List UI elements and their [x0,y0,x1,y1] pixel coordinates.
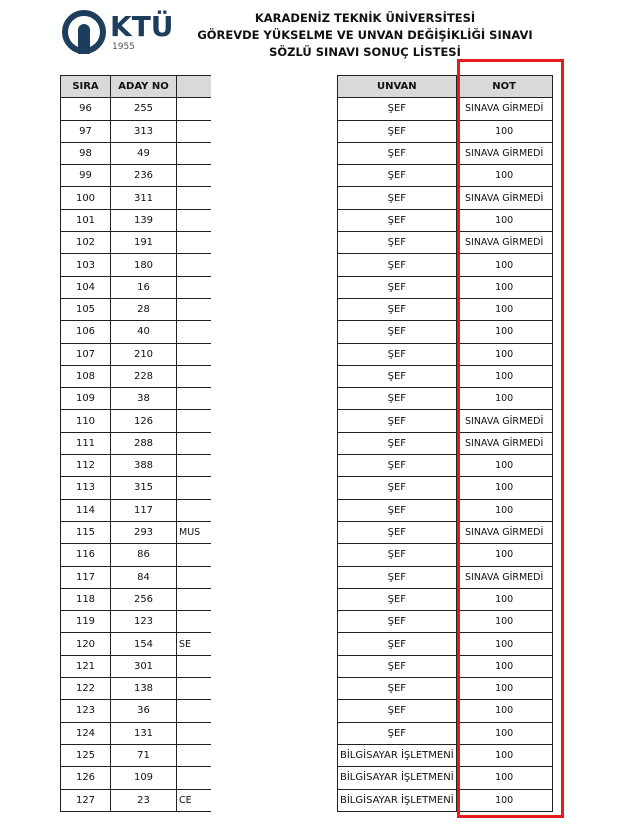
cell-cropped-name [177,232,211,254]
cell-not: 100 [456,388,552,410]
cell-sira: 104 [61,276,111,298]
cell-aday-no: 191 [111,232,177,254]
cell-not: SINAVA GİRMEDİ [456,521,552,543]
cell-unvan: ŞEF [338,678,457,700]
cell-not: 100 [456,165,552,187]
cell-unvan: ŞEF [338,477,457,499]
cell-unvan: ŞEF [338,499,457,521]
cell-aday-no: 236 [111,165,177,187]
cell-sira: 108 [61,365,111,387]
cell-not: SINAVA GİRMEDİ [456,142,552,164]
cell-unvan: ŞEF [338,521,457,543]
table-row [61,298,211,320]
candidate-table-left [60,75,211,812]
table-row [61,588,211,610]
cell-aday-no: 28 [111,298,177,320]
cell-aday-no: 210 [111,343,177,365]
table-row [61,767,211,789]
cell-sira: 120 [61,633,111,655]
cell-cropped-name [177,388,211,410]
cell-sira: 121 [61,655,111,677]
title-line-1: KARADENİZ TEKNİK ÜNİVERSİTESİ [254,11,476,25]
logo-emblem-icon [62,10,106,54]
cell-sira: 122 [61,678,111,700]
cell-aday-no: 154 [111,633,177,655]
cell-unvan: ŞEF [338,432,457,454]
cell-not: 100 [456,678,552,700]
cell-not: SINAVA GİRMEDİ [456,98,552,120]
table-row [61,187,211,209]
cell-sira: 106 [61,321,111,343]
cell-aday-no: 180 [111,254,177,276]
cell-sira: 101 [61,209,111,231]
table-row [61,789,211,811]
cell-not: 100 [456,365,552,387]
cell-sira: 110 [61,410,111,432]
cell-cropped-name: MUS [177,521,211,543]
cell-sira: 126 [61,767,111,789]
table-row [61,521,211,543]
cell-unvan: ŞEF [338,588,457,610]
cell-unvan: ŞEF [338,566,457,588]
cell-cropped-name [177,544,211,566]
logo-text: KTÜ [110,10,174,43]
cell-sira: 125 [61,744,111,766]
cell-unvan: ŞEF [338,142,457,164]
table-row [61,678,211,700]
table-row [61,98,211,120]
table-row [61,343,211,365]
cell-aday-no: 126 [111,410,177,432]
cell-aday-no: 311 [111,187,177,209]
cell-sira: 117 [61,566,111,588]
cell-aday-no: 293 [111,521,177,543]
cell-not: 100 [456,120,552,142]
table-row [61,410,211,432]
cell-not: 100 [456,700,552,722]
cell-cropped-name [177,142,211,164]
cell-aday-no: 38 [111,388,177,410]
cell-cropped-name [177,365,211,387]
cell-unvan: ŞEF [338,544,457,566]
cell-sira: 124 [61,722,111,744]
header-sira: SIRA [61,76,111,98]
cell-cropped-name [177,321,211,343]
cell-sira: 127 [61,789,111,811]
cell-aday-no: 388 [111,455,177,477]
cell-unvan: ŞEF [338,365,457,387]
cell-unvan: BİLGİSAYAR İŞLETMENİ [338,789,457,811]
table-row [61,276,211,298]
cell-sira: 119 [61,611,111,633]
cell-sira: 113 [61,477,111,499]
table-row [61,254,211,276]
cell-not: 100 [456,744,552,766]
cell-unvan: ŞEF [338,633,457,655]
cell-not: 100 [456,455,552,477]
table-row [61,455,211,477]
cell-aday-no: 36 [111,700,177,722]
cell-cropped-name [177,254,211,276]
cell-sira: 118 [61,588,111,610]
document-title [190,10,540,61]
cell-unvan: ŞEF [338,722,457,744]
cell-unvan: ŞEF [338,343,457,365]
cell-unvan: BİLGİSAYAR İŞLETMENİ [338,767,457,789]
cell-cropped-name [177,432,211,454]
cell-unvan: ŞEF [338,98,457,120]
cell-sira: 111 [61,432,111,454]
cell-unvan: ŞEF [338,455,457,477]
cell-cropped-name [177,209,211,231]
table-row [61,611,211,633]
cell-unvan: ŞEF [338,209,457,231]
cell-cropped-name [177,767,211,789]
cell-sira: 98 [61,142,111,164]
cell-aday-no: 301 [111,655,177,677]
cell-cropped-name [177,588,211,610]
cell-not: 100 [456,611,552,633]
cell-sira: 114 [61,499,111,521]
cell-not: 100 [456,655,552,677]
cell-aday-no: 256 [111,588,177,610]
cell-sira: 99 [61,165,111,187]
table-row [61,477,211,499]
cell-cropped-name [177,678,211,700]
table-row [61,165,211,187]
cell-cropped-name [177,187,211,209]
cell-cropped-name [177,477,211,499]
table-row [61,142,211,164]
cell-unvan: ŞEF [338,254,457,276]
cell-aday-no: 49 [111,142,177,164]
cell-unvan: ŞEF [338,410,457,432]
cell-sira: 109 [61,388,111,410]
cell-not: 100 [456,321,552,343]
cell-aday-no: 123 [111,611,177,633]
table-header-row [61,76,211,98]
cell-cropped-name [177,455,211,477]
table-row [61,544,211,566]
cell-unvan: ŞEF [338,611,457,633]
cell-cropped-name: SE [177,633,211,655]
table-row [61,700,211,722]
header-cropped [177,76,211,98]
cell-unvan: ŞEF [338,165,457,187]
cell-sira: 102 [61,232,111,254]
table-row [61,120,211,142]
cell-cropped-name [177,744,211,766]
cell-aday-no: 288 [111,432,177,454]
cell-sira: 107 [61,343,111,365]
table-row [61,365,211,387]
cell-not: 100 [456,789,552,811]
cell-aday-no: 109 [111,767,177,789]
cell-not: 100 [456,298,552,320]
cell-cropped-name [177,343,211,365]
cell-unvan: ŞEF [338,388,457,410]
cell-sira: 112 [61,455,111,477]
cell-cropped-name [177,276,211,298]
cell-aday-no: 40 [111,321,177,343]
table-row [61,321,211,343]
cell-not: SINAVA GİRMEDİ [456,566,552,588]
table-row [61,232,211,254]
cell-sira: 100 [61,187,111,209]
table-row [61,432,211,454]
cell-not: SINAVA GİRMEDİ [456,432,552,454]
cell-cropped-name [177,700,211,722]
cell-aday-no: 131 [111,722,177,744]
title-line-2: GÖREVDE YÜKSELME VE UNVAN DEĞİŞİKLİĞİ SINAVI [197,28,533,42]
cell-unvan: ŞEF [338,187,457,209]
cell-aday-no: 86 [111,544,177,566]
cell-cropped-name [177,165,211,187]
header-aday-no: ADAY NO [111,76,177,98]
cell-unvan: ŞEF [338,232,457,254]
cell-not: SINAVA GİRMEDİ [456,187,552,209]
cell-unvan: ŞEF [338,298,457,320]
cell-sira: 96 [61,98,111,120]
cell-cropped-name [177,120,211,142]
cell-not: 100 [456,254,552,276]
cell-sira: 115 [61,521,111,543]
table-row [61,633,211,655]
cell-not: 100 [456,767,552,789]
header-not: NOT [456,76,552,98]
title-line-3: SÖZLÜ SINAVI SONUÇ LİSTESİ [269,45,461,59]
cell-unvan: BİLGİSAYAR İŞLETMENİ [338,744,457,766]
table-row [61,209,211,231]
cell-sira: 116 [61,544,111,566]
cell-aday-no: 117 [111,499,177,521]
cell-aday-no: 255 [111,98,177,120]
cell-cropped-name: CE [177,789,211,811]
cell-unvan: ŞEF [338,321,457,343]
table-row [61,722,211,744]
cell-not: 100 [456,544,552,566]
cell-unvan: ŞEF [338,655,457,677]
cell-aday-no: 16 [111,276,177,298]
cell-cropped-name [177,722,211,744]
cell-cropped-name [177,298,211,320]
ktu-logo [62,10,172,54]
cell-not: 100 [456,588,552,610]
not-column-highlight-box [457,59,564,818]
cell-cropped-name [177,566,211,588]
cell-sira: 97 [61,120,111,142]
cell-aday-no: 23 [111,789,177,811]
cell-not: 100 [456,722,552,744]
cell-not: 100 [456,343,552,365]
cell-sira: 105 [61,298,111,320]
cell-not: 100 [456,209,552,231]
cell-cropped-name [177,410,211,432]
cell-not: SINAVA GİRMEDİ [456,232,552,254]
table-row [61,744,211,766]
cell-aday-no: 315 [111,477,177,499]
table-row [61,499,211,521]
cell-sira: 103 [61,254,111,276]
cell-aday-no: 138 [111,678,177,700]
cell-cropped-name [177,499,211,521]
logo-year: 1955 [112,42,135,52]
cell-aday-no: 228 [111,365,177,387]
table-row [61,566,211,588]
header-unvan: UNVAN [338,76,457,98]
table-row [61,655,211,677]
cell-cropped-name [177,98,211,120]
cell-unvan: ŞEF [338,700,457,722]
cell-aday-no: 71 [111,744,177,766]
cell-not: 100 [456,499,552,521]
cell-aday-no: 313 [111,120,177,142]
cell-cropped-name [177,611,211,633]
cell-aday-no: 139 [111,209,177,231]
cell-cropped-name [177,655,211,677]
cell-unvan: ŞEF [338,120,457,142]
cell-not: SINAVA GİRMEDİ [456,410,552,432]
cell-aday-no: 84 [111,566,177,588]
cell-not: 100 [456,276,552,298]
cell-unvan: ŞEF [338,276,457,298]
cell-not: 100 [456,477,552,499]
cell-not: 100 [456,633,552,655]
cell-sira: 123 [61,700,111,722]
table-row [61,388,211,410]
